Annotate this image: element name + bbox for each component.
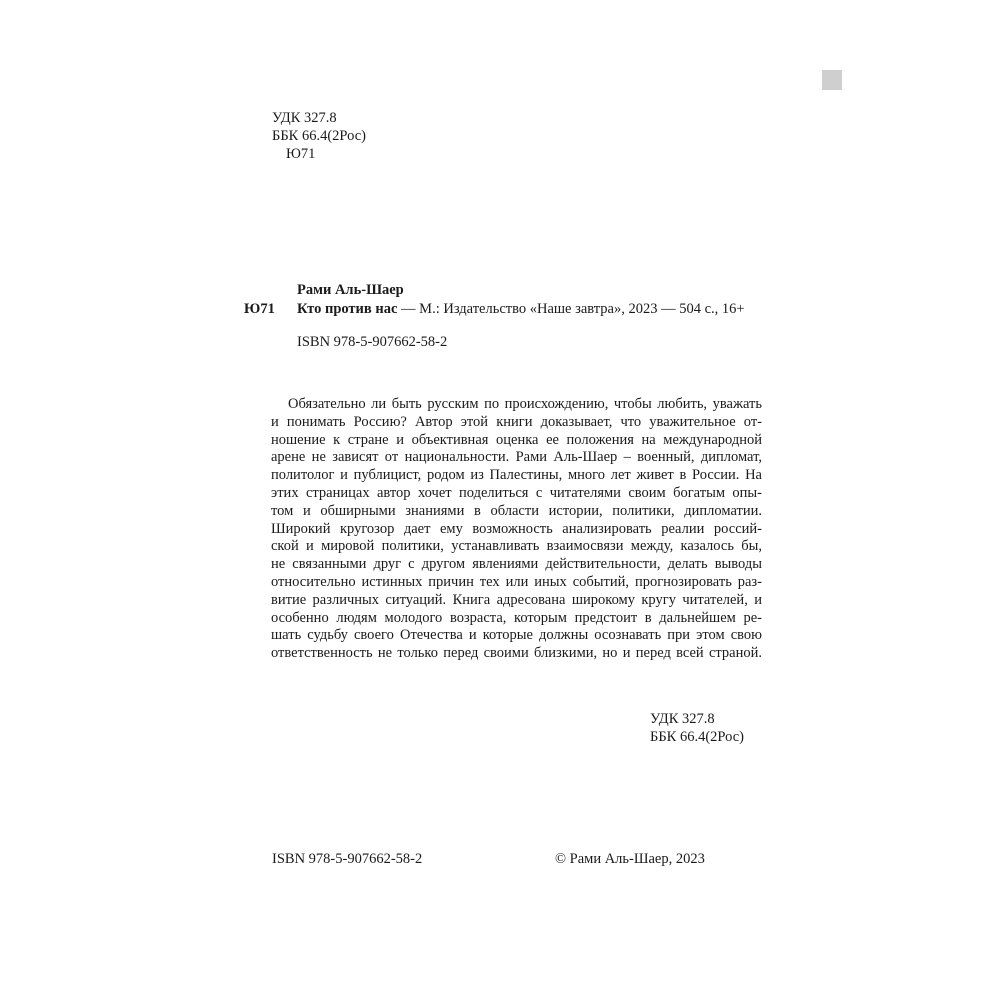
top-author-mark: Ю71 xyxy=(286,146,316,162)
footer-isbn: ISBN 978-5-907662-58-2 xyxy=(272,851,423,867)
annotation-line: политолог и публицист, родом из Палестины, много лет живет в России. На xyxy=(271,467,762,484)
annotation-line: ской и мировой политики, устанавливать взаимосвязи между, казалось бы, xyxy=(271,538,762,555)
record-isbn: ISBN 978-5-907662-58-2 xyxy=(297,334,448,350)
annotation-line: шать судьбу своего Отечества и которые должны осознавать при этом свою xyxy=(271,627,762,644)
annotation-line: арене не зависят от национальности. Рами Аль-Шаер – военный, дипломат, xyxy=(271,449,762,466)
annotation-line: не связанными друг с другом явлениями действительности, делать выводы xyxy=(271,556,762,573)
bottom-bbk: ББК 66.4(2Рос) xyxy=(650,729,744,745)
record-author: Рами Аль-Шаер xyxy=(297,282,404,298)
annotation-line: витие различных ситуаций. Книга адресована широкому кругу читателей, и xyxy=(271,591,762,608)
top-udk: УДК 327.8 xyxy=(272,110,337,126)
annotation-line: ответственность не только перед своими близкими, но и перед всей страной. xyxy=(271,645,762,662)
record-title-line xyxy=(297,300,745,318)
annotation-line: ношение к стране и объективная оценка ее положения на международной xyxy=(271,431,762,448)
annotation-line: этих страницах автор хочет поделиться с читателями своим богатым опы- xyxy=(271,484,762,501)
corner-marker xyxy=(822,70,842,90)
annotation-line: относительно истинных причин тех или иных событий, прогнозировать раз- xyxy=(271,573,762,590)
annotation-line: и понимать Россию? Автор этой книги доказывает, что уважительное от- xyxy=(271,413,762,430)
record-author-mark: Ю71 xyxy=(244,301,275,317)
annotation-line: том и обширными знаниями в области истории, политики, дипломатии. xyxy=(271,502,762,519)
record-title: Кто против нас xyxy=(297,301,398,317)
record-imprint: — М.: Издательство «Наше завтра», 2023 — 504 с., 16+ xyxy=(397,301,745,317)
annotation-text xyxy=(271,396,762,663)
annotation-line: Обязательно ли быть русским по происхождению, чтобы любить, уважать xyxy=(288,396,762,412)
top-bbk: ББК 66.4(2Рос) xyxy=(272,128,366,144)
annotation-line: особенно людям молодого возраста, которым предстоит в дальнейшем ре- xyxy=(271,609,762,626)
bottom-udk: УДК 327.8 xyxy=(650,711,715,727)
footer-copyright: © Рами Аль-Шаер, 2023 xyxy=(555,851,705,867)
annotation-line: Широкий кругозор дает ему возможность анализировать реалии россий- xyxy=(271,520,762,537)
